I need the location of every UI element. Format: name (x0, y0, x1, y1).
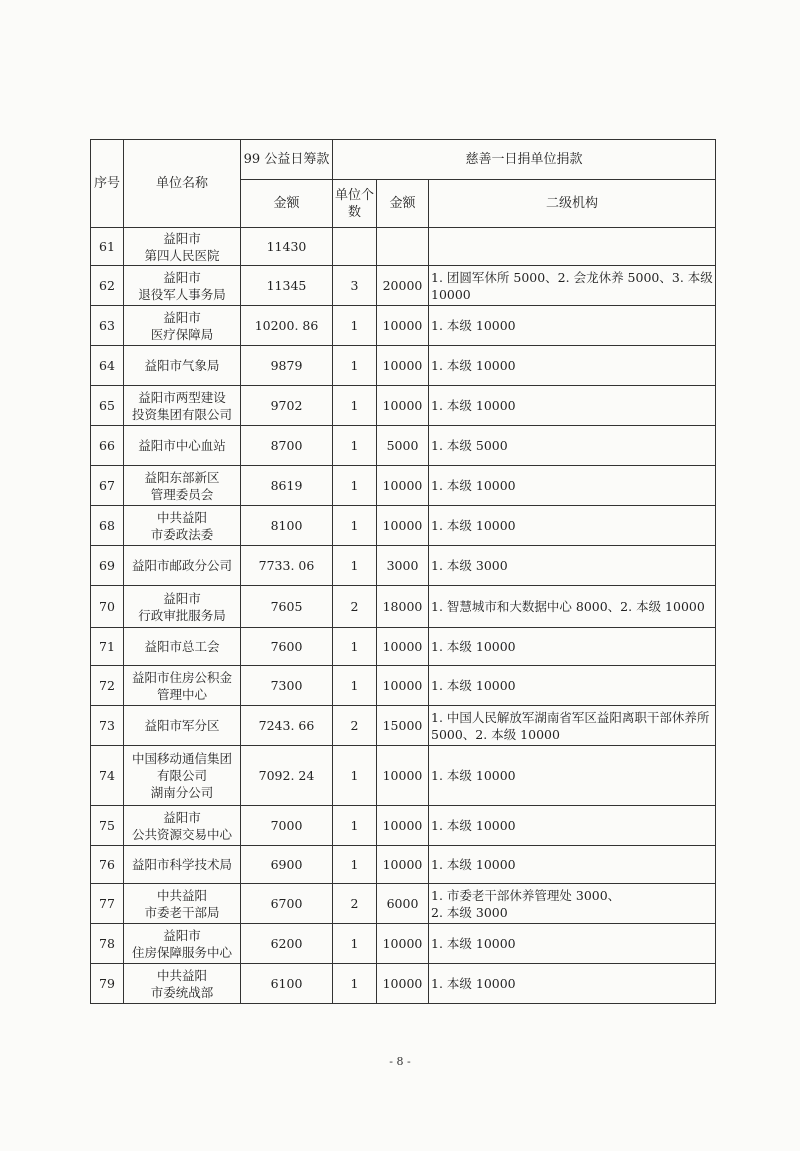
amount-charity-cell: 10000 (377, 466, 429, 506)
amount-99-cell: 7092. 24 (241, 746, 333, 806)
amount-99-cell: 9879 (241, 346, 333, 386)
amount-charity-cell: 10000 (377, 746, 429, 806)
sub-institutions-cell: 1. 智慧城市和大数据中心 8000、2. 本级 10000 (429, 586, 716, 628)
unit-name-cell: 益阳东部新区 管理委员会 (124, 466, 241, 506)
sub-institutions-cell: 1. 本级 3000 (429, 546, 716, 586)
sub-institutions-cell: 1. 本级 10000 (429, 924, 716, 964)
unit-count-cell: 1 (333, 964, 377, 1004)
table-row (91, 628, 716, 666)
unit-name-cell: 中共益阳 市委老干部局 (124, 884, 241, 924)
unit-count-cell: 3 (333, 266, 377, 306)
sub-institutions-cell: 1. 市委老干部休养管理处 3000、 2. 本级 3000 (429, 884, 716, 924)
seq-cell: 67 (91, 466, 124, 506)
table-row (91, 306, 716, 346)
seq-cell: 69 (91, 546, 124, 586)
seq-cell: 79 (91, 964, 124, 1004)
table-row (91, 884, 716, 924)
amount-99-cell: 8100 (241, 506, 333, 546)
table-row (91, 846, 716, 884)
unit-name-cell: 益阳市两型建设 投资集团有限公司 (124, 386, 241, 426)
table-row (91, 266, 716, 306)
amount-99-cell: 7300 (241, 666, 333, 706)
table-row (91, 426, 716, 466)
table-row (91, 806, 716, 846)
unit-count-cell: 1 (333, 546, 377, 586)
sub-institutions-cell: 1. 本级 10000 (429, 666, 716, 706)
amount-99-cell: 9702 (241, 386, 333, 426)
seq-cell: 61 (91, 228, 124, 266)
seq-cell: 73 (91, 706, 124, 746)
unit-count-cell: 1 (333, 306, 377, 346)
amount-99-cell: 6200 (241, 924, 333, 964)
seq-cell: 77 (91, 884, 124, 924)
donation-table (90, 139, 716, 1004)
seq-cell: 74 (91, 746, 124, 806)
unit-name-cell: 益阳市军分区 (124, 706, 241, 746)
unit-count-cell: 1 (333, 746, 377, 806)
table-row (91, 466, 716, 506)
seq-cell: 63 (91, 306, 124, 346)
table-body (91, 228, 716, 1004)
amount-charity-cell: 18000 (377, 586, 429, 628)
seq-cell: 68 (91, 506, 124, 546)
unit-count-cell: 1 (333, 846, 377, 884)
sub-institutions-cell: 1. 本级 10000 (429, 846, 716, 884)
header-sub-institutions: 二级机构 (429, 180, 716, 228)
amount-99-cell: 11345 (241, 266, 333, 306)
sub-institutions-cell (429, 228, 716, 266)
sub-institutions-cell: 1. 本级 10000 (429, 628, 716, 666)
amount-99-cell: 8619 (241, 466, 333, 506)
seq-cell: 72 (91, 666, 124, 706)
unit-name-cell: 益阳市邮政分公司 (124, 546, 241, 586)
table-row (91, 346, 716, 386)
unit-count-cell: 1 (333, 924, 377, 964)
unit-count-cell: 1 (333, 806, 377, 846)
amount-charity-cell: 15000 (377, 706, 429, 746)
unit-name-cell: 中共益阳 市委政法委 (124, 506, 241, 546)
table-row (91, 546, 716, 586)
sub-institutions-cell: 1. 本级 10000 (429, 806, 716, 846)
seq-cell: 66 (91, 426, 124, 466)
unit-count-cell: 2 (333, 586, 377, 628)
unit-count-cell: 1 (333, 346, 377, 386)
unit-name-cell: 益阳市气象局 (124, 346, 241, 386)
amount-charity-cell: 10000 (377, 846, 429, 884)
table-row (91, 746, 716, 806)
unit-name-cell: 益阳市 退役军人事务局 (124, 266, 241, 306)
sub-institutions-cell: 1. 团圆军休所 5000、2. 会龙休养 5000、3. 本级 10000 (429, 266, 716, 306)
seq-cell: 70 (91, 586, 124, 628)
header-amount-charity: 金额 (377, 180, 429, 228)
unit-count-cell: 1 (333, 426, 377, 466)
amount-99-cell: 6700 (241, 884, 333, 924)
sub-institutions-cell: 1. 本级 10000 (429, 306, 716, 346)
seq-cell: 78 (91, 924, 124, 964)
unit-name-cell: 益阳市 公共资源交易中心 (124, 806, 241, 846)
seq-cell: 75 (91, 806, 124, 846)
amount-99-cell: 7733. 06 (241, 546, 333, 586)
table-row (91, 506, 716, 546)
amount-charity-cell: 10000 (377, 666, 429, 706)
sub-institutions-cell: 1. 本级 5000 (429, 426, 716, 466)
amount-charity-cell: 10000 (377, 386, 429, 426)
amount-charity-cell: 10000 (377, 506, 429, 546)
table-row (91, 666, 716, 706)
amount-charity-cell: 5000 (377, 426, 429, 466)
header-unit-name: 单位名称 (124, 140, 241, 228)
sub-institutions-cell: 1. 本级 10000 (429, 964, 716, 1004)
header-99-fundraising: 99 公益日筹款 (241, 140, 333, 180)
amount-charity-cell: 6000 (377, 884, 429, 924)
header-amount-99: 金额 (241, 180, 333, 228)
unit-name-cell: 益阳市中心血站 (124, 426, 241, 466)
table-row (91, 964, 716, 1004)
amount-charity-cell: 3000 (377, 546, 429, 586)
sub-institutions-cell: 1. 本级 10000 (429, 466, 716, 506)
header-charity-donation: 慈善一日捐单位捐款 (333, 140, 716, 180)
unit-count-cell: 1 (333, 666, 377, 706)
unit-count-cell: 1 (333, 386, 377, 426)
amount-charity-cell: 10000 (377, 924, 429, 964)
unit-name-cell: 益阳市住房公积金 管理中心 (124, 666, 241, 706)
seq-cell: 71 (91, 628, 124, 666)
amount-charity-cell: 10000 (377, 964, 429, 1004)
unit-name-cell: 益阳市 医疗保障局 (124, 306, 241, 346)
amount-charity-cell: 10000 (377, 806, 429, 846)
header-seq: 序号 (91, 140, 124, 228)
amount-99-cell: 7000 (241, 806, 333, 846)
amount-99-cell: 10200. 86 (241, 306, 333, 346)
unit-name-cell: 益阳市 第四人民医院 (124, 228, 241, 266)
page-number: - 8 - (389, 1055, 411, 1068)
amount-99-cell: 7605 (241, 586, 333, 628)
unit-count-cell (333, 228, 377, 266)
header-row-1 (91, 140, 716, 180)
amount-99-cell: 6100 (241, 964, 333, 1004)
amount-charity-cell: 10000 (377, 306, 429, 346)
unit-count-cell: 2 (333, 706, 377, 746)
unit-name-cell: 中共益阳 市委统战部 (124, 964, 241, 1004)
amount-charity-cell: 10000 (377, 346, 429, 386)
unit-count-cell: 1 (333, 628, 377, 666)
table-row (91, 706, 716, 746)
header-unit-count: 单位个数 (333, 180, 377, 228)
seq-cell: 65 (91, 386, 124, 426)
amount-charity-cell (377, 228, 429, 266)
table-row (91, 586, 716, 628)
sub-institutions-cell: 1. 本级 10000 (429, 506, 716, 546)
seq-cell: 76 (91, 846, 124, 884)
table-row (91, 228, 716, 266)
unit-name-cell: 益阳市总工会 (124, 628, 241, 666)
unit-count-cell: 1 (333, 466, 377, 506)
sub-institutions-cell: 1. 本级 10000 (429, 746, 716, 806)
amount-charity-cell: 10000 (377, 628, 429, 666)
unit-name-cell: 中国移动通信集团 有限公司 湖南分公司 (124, 746, 241, 806)
sub-institutions-cell: 1. 中国人民解放军湖南省军区益阳离职干部休养所 5000、2. 本级 10000 (429, 706, 716, 746)
table-row (91, 386, 716, 426)
amount-99-cell: 6900 (241, 846, 333, 884)
amount-99-cell: 11430 (241, 228, 333, 266)
unit-name-cell: 益阳市 住房保障服务中心 (124, 924, 241, 964)
amount-charity-cell: 20000 (377, 266, 429, 306)
seq-cell: 62 (91, 266, 124, 306)
unit-count-cell: 1 (333, 506, 377, 546)
seq-cell: 64 (91, 346, 124, 386)
unit-name-cell: 益阳市 行政审批服务局 (124, 586, 241, 628)
amount-99-cell: 7600 (241, 628, 333, 666)
amount-99-cell: 8700 (241, 426, 333, 466)
sub-institutions-cell: 1. 本级 10000 (429, 346, 716, 386)
amount-99-cell: 7243. 66 (241, 706, 333, 746)
unit-count-cell: 2 (333, 884, 377, 924)
unit-name-cell: 益阳市科学技术局 (124, 846, 241, 884)
table-row (91, 924, 716, 964)
sub-institutions-cell: 1. 本级 10000 (429, 386, 716, 426)
